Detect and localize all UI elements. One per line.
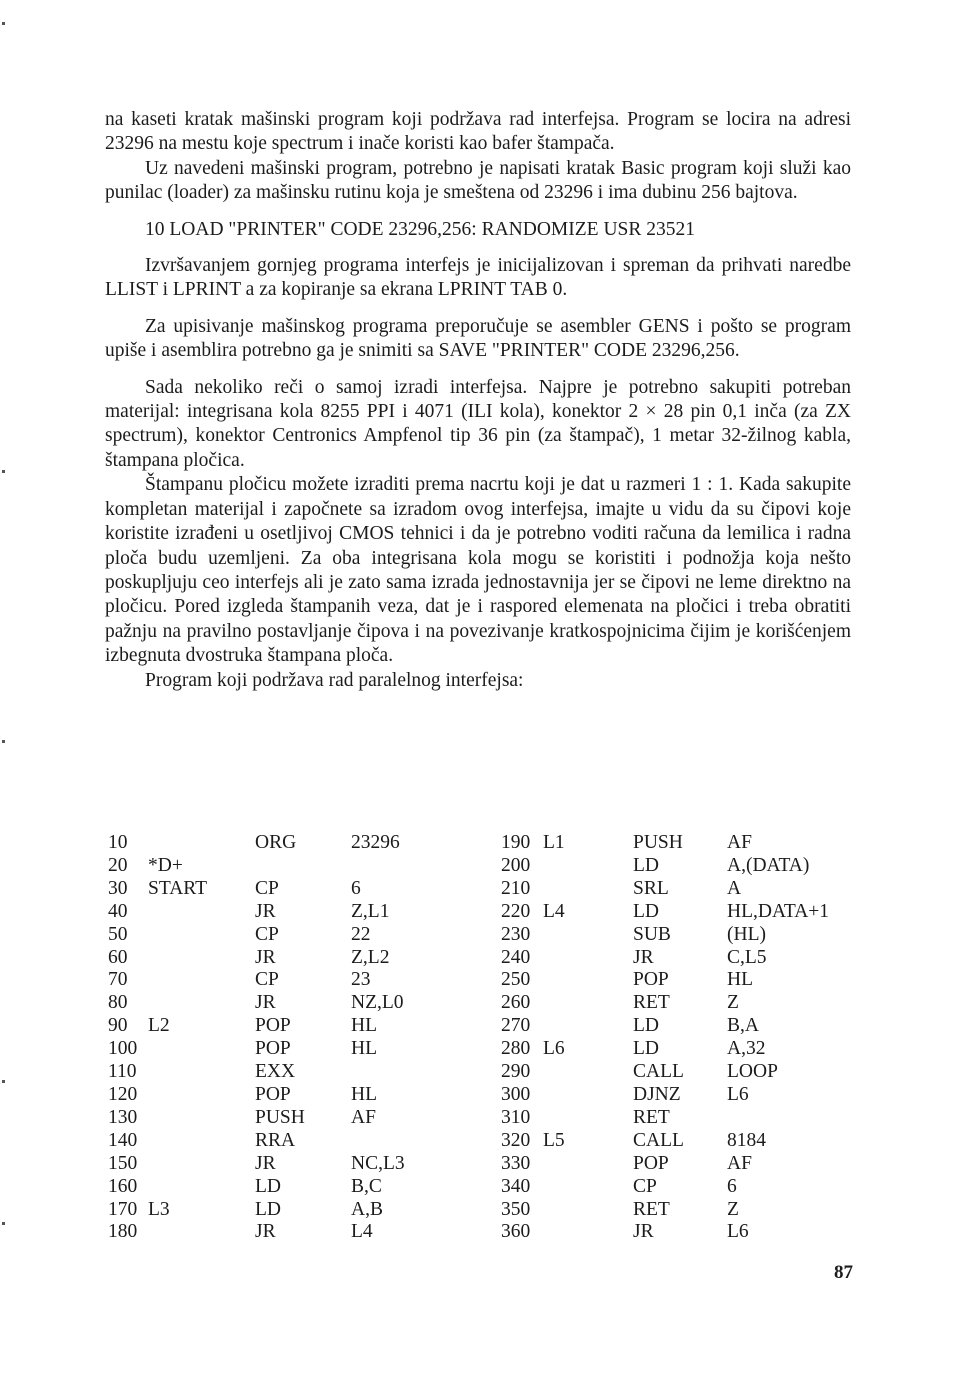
scan-edge-mark (2, 470, 5, 473)
listing-line-number: 70 (108, 969, 128, 991)
listing-opcode: LD (633, 900, 659, 922)
listing-opcode: RET (633, 1106, 670, 1128)
listing-label (148, 832, 255, 855)
listing-line-number: 140 (108, 1129, 138, 1151)
listing-opcode: LD (633, 1038, 659, 1060)
listing-operand: 6 (351, 877, 361, 899)
listing-line-number: 220 (501, 900, 531, 922)
listing-operand: A,32 (727, 1038, 766, 1060)
listing-row (108, 992, 867, 1015)
listing-label (543, 1176, 633, 1199)
listing-line-number: 350 (501, 1198, 531, 1220)
listing-label: *D+ (148, 854, 183, 876)
listing-opcode: RET (633, 1198, 670, 1220)
listing-operand: A,B (351, 1198, 383, 1220)
listing-label: L4 (543, 900, 565, 922)
listing-operand: HL (351, 1015, 377, 1037)
listing-label (543, 992, 633, 1015)
listing-label (543, 1084, 633, 1107)
listing-line-number: 310 (501, 1106, 531, 1128)
listing-operand: AF (727, 832, 752, 853)
listing-operand: 6 (727, 1175, 737, 1197)
listing-opcode: JR (255, 900, 276, 922)
listing-opcode: SUB (633, 923, 671, 945)
listing-opcode: POP (255, 1038, 291, 1060)
listing-operand: Z (727, 1198, 739, 1220)
listing-label (148, 1084, 255, 1107)
listing-label (543, 1221, 633, 1244)
listing-row (108, 1107, 867, 1130)
paragraph: Uz navedeni mašinski program, potrebno je napisati kratak Basic program koji služi kao punilac (loader) za mašinsku rutinu koja je smeštena od 23296 i ima dubinu 256 bajtova. (105, 157, 851, 204)
listing-operand: LOOP (727, 1061, 778, 1083)
basic-loader-line: 10 LOAD "PRINTER" CODE 23296,256: RANDOMIZE USR 23521 (145, 218, 696, 240)
listing-line-number: 190 (501, 832, 531, 853)
listing-label (148, 947, 255, 970)
listing-operand: 23 (351, 969, 371, 991)
listing-line-number: 80 (108, 992, 128, 1014)
program-caption: Program koji podržava rad paralelnog interfejsa: (145, 669, 524, 691)
listing-opcode: JR (255, 1221, 276, 1243)
listing-label: L2 (148, 1015, 170, 1037)
listing-opcode: CP (255, 969, 279, 991)
paragraph: na kaseti kratak mašinski program koji podržava rad interfejsa. Program se locira na adresi 23296 na mestu koje spectrum i inače koristi kao bafer štampača. (105, 109, 851, 155)
listing-opcode: JR (255, 992, 276, 1014)
listing-opcode: POP (255, 1083, 291, 1105)
listing-row (108, 901, 867, 924)
listing-line-number: 330 (501, 1152, 531, 1174)
listing-line-number: 270 (501, 1015, 531, 1037)
listing-opcode: LD (255, 1198, 281, 1220)
listing-operand: NZ,L0 (351, 992, 404, 1014)
listing-opcode: JR (633, 946, 654, 968)
listing-operand: AF (351, 1106, 376, 1128)
listing-opcode: RET (633, 992, 670, 1014)
listing-row (108, 1199, 867, 1222)
page-number: 87 (834, 1262, 853, 1283)
listing-operand: HL (351, 1038, 377, 1060)
listing-label (148, 1176, 255, 1199)
listing-row (108, 1038, 867, 1061)
listing-line-number: 300 (501, 1083, 531, 1105)
listing-opcode: PUSH (255, 1106, 305, 1128)
listing-operand: HL (727, 969, 753, 991)
listing-operand: A (727, 877, 742, 899)
listing-operand: A,(DATA) (727, 854, 810, 876)
listing-line-number: 100 (108, 1038, 138, 1060)
listing-opcode: JR (255, 1152, 276, 1174)
listing-line-number: 150 (108, 1152, 138, 1174)
listing-operand: L6 (727, 1221, 749, 1243)
listing-row (108, 855, 867, 878)
listing-operand: B,A (727, 1015, 759, 1037)
listing-row (108, 1084, 867, 1107)
listing-opcode: CALL (633, 1061, 684, 1083)
listing-operand: C,L5 (727, 946, 767, 968)
listing-row (108, 1176, 867, 1199)
listing-row (108, 947, 867, 970)
listing-label (148, 1061, 255, 1084)
listing-line-number: 210 (501, 877, 531, 899)
listing-line-number: 360 (501, 1221, 531, 1243)
listing-opcode (255, 855, 351, 878)
listing-operand: NC,L3 (351, 1152, 405, 1174)
listing-opcode: CP (633, 1175, 657, 1197)
listing-label (543, 1199, 633, 1222)
listing-opcode: PUSH (633, 832, 683, 853)
listing-row (108, 1130, 867, 1153)
listing-label (148, 901, 255, 924)
listing-row (108, 924, 867, 947)
listing-opcode: POP (255, 1015, 291, 1037)
listing-operand (727, 1107, 867, 1130)
listing-line-number: 40 (108, 900, 128, 922)
listing-label (543, 969, 633, 992)
listing-opcode: CP (255, 877, 279, 899)
listing-opcode: RRA (255, 1129, 296, 1151)
listing-line-number: 110 (108, 1061, 137, 1083)
listing-operand: 8184 (727, 1129, 766, 1151)
listing-operand (351, 1130, 501, 1153)
paragraph: Sada nekoliko reči o samoj izradi interfejsa. Najpre je potrebno sakupiti potreban materijal: integrisana kola 8255 PPI i 4071 (ILI kola), konektor 2 × 28 pin 0,1 inča (za ZX spectrum), konektor Centronics Ampfenol tip 36 pin (za štampač), 1 metar 32-žilnog kabla, štampana pločica. (105, 376, 851, 471)
listing-line-number: 290 (501, 1061, 531, 1083)
listing-label (543, 1061, 633, 1084)
listing-operand: Z (727, 992, 739, 1014)
listing-label (543, 924, 633, 947)
listing-row (108, 878, 867, 901)
listing-line-number: 20 (108, 854, 128, 876)
listing-line-number: 30 (108, 877, 128, 899)
paragraph: Štampanu pločicu možete izraditi prema nacrtu koji je dat u razmeri 1 : 1. Kada sakupite kompletan materijal i započnete sa izradom ovog interfejsa, imajte u vidu da su čipovi koje koristite izrađeni u osetljivoj CMOS tehnici i da je potrebno voditi računa da lemilica i radna ploča budu uzemljeni. Za oba integrisana kola mogu se koristiti i podnožja koja nešto poskupljuju ceo interfejs ali je zato sama izrada jednostavnija jer se čipovi ne leme direktno na pločicu. Pored izgleda štampanih veza, dat je i raspored elemenata na pločici i treba obratiti pažnju na pravilno postavljanje čipova i na povezivanje kratkospojnicima čijim je korišćenjem izbegnuta dvostruka štampana ploča. (105, 474, 851, 667)
listing-operand: HL,DATA+1 (727, 900, 830, 922)
listing-opcode: POP (633, 969, 669, 991)
listing-label (543, 1153, 633, 1176)
listing-line-number: 230 (501, 923, 531, 945)
listing-line-number: 240 (501, 946, 531, 968)
listing-line-number: 320 (501, 1129, 531, 1151)
listing-opcode: LD (255, 1175, 281, 1197)
listing-opcode: JR (633, 1221, 654, 1243)
listing-line-number: 10 (108, 832, 128, 853)
listing-label (148, 992, 255, 1015)
listing-label (543, 1107, 633, 1130)
listing-opcode: ORG (255, 832, 297, 853)
listing-label (148, 1130, 255, 1153)
listing-operand (351, 855, 501, 878)
listing-operand: L6 (727, 1083, 749, 1105)
listing-line-number: 260 (501, 992, 531, 1014)
listing-opcode: LD (633, 1015, 659, 1037)
listing-line-number: 180 (108, 1221, 138, 1243)
listing-label (543, 855, 633, 878)
listing-row (108, 832, 867, 855)
listing-line-number: 120 (108, 1083, 138, 1105)
listing-operand: 23296 (351, 832, 400, 853)
listing-line-number: 60 (108, 946, 128, 968)
listing-operand: AF (727, 1152, 752, 1174)
scan-edge-mark (2, 740, 5, 743)
paragraph: Izvršavanjem gornjeg programa interfejs je inicijalizovan i spreman da prihvati naredbe LLIST i LPRINT a za kopiranje sa ekrana LPRINT TAB 0. (105, 255, 851, 301)
listing-row (108, 969, 867, 992)
listing-label (543, 947, 633, 970)
listing-label: L5 (543, 1129, 565, 1151)
listing-opcode: LD (633, 854, 659, 876)
listing-line-number: 130 (108, 1106, 138, 1128)
listing-line-number: 50 (108, 923, 128, 945)
listing-operand (351, 1061, 501, 1084)
listing-label: L6 (543, 1038, 565, 1060)
listing-line-number: 160 (108, 1175, 138, 1197)
listing-opcode: CP (255, 923, 279, 945)
assembly-listing (108, 832, 867, 1244)
listing-line-number: 340 (501, 1175, 531, 1197)
listing-line-number: 250 (501, 969, 531, 991)
listing-line-number: 200 (501, 854, 531, 876)
listing-label (543, 1015, 633, 1038)
paragraph: Za upisivanje mašinskog programa preporučuje se asembler GENS i pošto se program upiše i asemblira potrebno ga je snimiti sa SAVE "PRINTER" CODE 23296,256. (105, 315, 851, 362)
listing-opcode: DJNZ (633, 1083, 681, 1105)
listing-label (148, 924, 255, 947)
listing-line-number: 170 (108, 1198, 138, 1220)
listing-opcode: EXX (255, 1061, 296, 1083)
listing-label (148, 1153, 255, 1176)
listing-row (108, 1061, 867, 1084)
listing-row (108, 1221, 867, 1244)
scan-edge-mark (2, 22, 5, 25)
listing-label (543, 878, 633, 901)
listing-operand: B,C (351, 1175, 382, 1197)
listing-operand: 22 (351, 923, 371, 945)
listing-opcode: CALL (633, 1129, 684, 1151)
listing-line-number: 280 (501, 1038, 531, 1060)
listing-operand: L4 (351, 1221, 373, 1243)
listing-line-number: 90 (108, 1015, 128, 1037)
scan-edge-mark (2, 1080, 5, 1083)
listing-label (148, 1107, 255, 1130)
listing-opcode: POP (633, 1152, 669, 1174)
listing-row (108, 1015, 867, 1038)
listing-opcode: JR (255, 946, 276, 968)
listing-row (108, 1153, 867, 1176)
listing-opcode: SRL (633, 877, 669, 899)
listing-label (148, 1221, 255, 1244)
listing-label (148, 969, 255, 992)
listing-label: START (148, 877, 208, 899)
listing-label (148, 1038, 255, 1061)
scan-edge-mark (2, 1222, 5, 1225)
listing-operand: (HL) (727, 923, 766, 945)
listing-operand: Z,L1 (351, 900, 390, 922)
listing-operand: Z,L2 (351, 946, 390, 968)
listing-label: L1 (543, 832, 565, 853)
listing-label: L3 (148, 1198, 170, 1220)
listing-operand: HL (351, 1083, 377, 1105)
body-text (105, 108, 851, 693)
